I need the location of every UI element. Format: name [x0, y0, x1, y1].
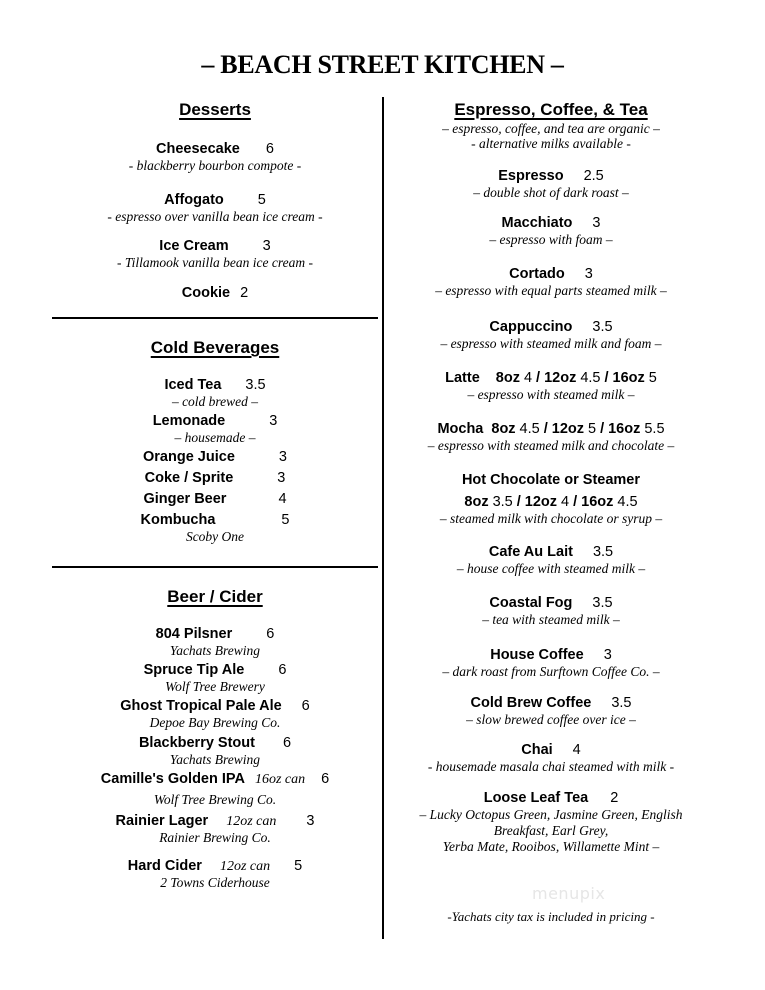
item-name: Rainier Lager	[115, 813, 209, 829]
tea-list-line: Yerba Mate, Rooibos, Willamette Mint –	[442, 839, 660, 854]
item-price: 6	[278, 662, 287, 678]
menu-item-loose-leaf-tea	[392, 789, 710, 855]
item-price: 6	[301, 698, 310, 714]
item-name: Cortado	[509, 266, 565, 282]
item-desc: – tea with steamed milk –	[482, 612, 620, 627]
espresso-heading: Espresso, Coffee, & Tea	[454, 100, 648, 119]
menu-item-spruce-tip-ale	[52, 661, 378, 695]
item-name: Chai	[521, 742, 553, 758]
item-desc: – espresso with equal parts steamed milk –	[435, 283, 667, 298]
menu-item-cortado	[392, 265, 710, 299]
menu-item-lemonade	[52, 412, 378, 446]
menu-item-blackberry-stout	[52, 734, 378, 768]
alt-milk-note: - alternative milks available -	[471, 136, 631, 151]
menu-item-iced-tea	[52, 376, 378, 410]
item-desc: - Tillamook vanilla bean ice cream -	[117, 255, 313, 270]
item-size: 16oz can	[254, 772, 306, 787]
item-name: Coke / Sprite	[144, 470, 234, 486]
item-price: 5	[294, 858, 303, 874]
size-price: 3.5	[492, 494, 513, 510]
item-desc: Scoby One	[185, 529, 245, 544]
item-name: Ginger Beer	[143, 491, 227, 507]
item-desc: Depoe Bay Brewing Co.	[149, 715, 281, 730]
menu-item-cold-brew-coffee	[392, 694, 710, 728]
item-price: 5	[257, 192, 266, 208]
item-desc: – espresso with steamed milk and chocolate –	[427, 438, 675, 453]
menu-item-camilles-golden-ipa	[52, 770, 378, 808]
item-desc: 2 Towns Ciderhouse	[160, 875, 270, 890]
menu-item-ghost-tropical-pale-ale	[52, 697, 378, 731]
menu-item-rainier-lager	[52, 812, 378, 846]
item-name: Affogato	[164, 192, 224, 208]
item-name: Hot Chocolate or Steamer	[461, 472, 641, 488]
menu-item-ginger-beer	[52, 490, 378, 508]
separator: /	[516, 494, 521, 510]
item-name: 804 Pilsner	[155, 626, 233, 642]
item-name: Ice Cream	[159, 238, 229, 254]
size-price: 4.5	[617, 494, 638, 510]
item-desc: – house coffee with steamed milk –	[456, 561, 646, 576]
cold-beverages-heading: Cold Beverages	[150, 338, 280, 357]
item-price: 2	[240, 285, 249, 301]
desserts-heading: Desserts	[179, 100, 251, 119]
section-divider-2	[52, 566, 378, 568]
menu-item-affogato	[52, 191, 378, 225]
item-name: Loose Leaf Tea	[483, 790, 589, 806]
size-price: 5	[588, 421, 597, 437]
item-price: 3	[262, 238, 271, 254]
item-name: Latte	[445, 370, 480, 386]
separator: /	[536, 370, 541, 386]
item-price: 3.5	[592, 319, 613, 335]
item-price: 3	[306, 813, 315, 829]
item-name: Cheesecake	[156, 141, 240, 157]
size-label: 8oz	[464, 494, 489, 510]
item-price: 5	[281, 512, 290, 528]
menu-item-orange-juice	[52, 448, 378, 466]
size-label: 16oz	[608, 421, 641, 437]
menu-item-coastal-fog	[392, 594, 710, 628]
item-desc: – cold brewed –	[171, 394, 259, 409]
item-name: Blackberry Stout	[138, 735, 255, 751]
menu-item-chai	[392, 741, 710, 775]
size-price: 4	[561, 494, 570, 510]
tax-footnote: -Yachats city tax is included in pricing -	[447, 909, 655, 924]
item-desc: – slow brewed coffee over ice –	[466, 712, 636, 727]
item-price: 3.5	[592, 544, 614, 560]
column-divider	[382, 97, 384, 939]
item-desc: Wolf Tree Brewery	[165, 679, 265, 694]
size-price: 4.5	[580, 370, 601, 386]
item-price: 3	[269, 413, 278, 429]
item-desc: - housemade masala chai steamed with milk -	[427, 759, 675, 774]
tea-list-line: Breakfast, Earl Grey,	[493, 823, 609, 838]
menu-item-hard-cider	[52, 857, 378, 891]
item-name: Spruce Tip Ale	[143, 662, 245, 678]
item-price: 3	[603, 647, 612, 663]
item-desc: – double shot of dark roast –	[473, 185, 629, 200]
item-name: Camille's Golden IPA	[100, 771, 245, 787]
item-price: 4	[278, 491, 287, 507]
item-name: Coastal Fog	[489, 595, 573, 611]
item-name: Cafe Au Lait	[488, 544, 573, 560]
size-label: 12oz	[544, 370, 577, 386]
menu-item-macchiato	[392, 214, 710, 248]
size-price: 5	[648, 370, 657, 386]
item-name: House Coffee	[490, 647, 584, 663]
size-label: 16oz	[581, 494, 614, 510]
item-size: 12oz can	[226, 814, 277, 829]
item-name: Ghost Tropical Pale Ale	[120, 698, 282, 714]
beer-cider-heading: Beer / Cider	[167, 587, 263, 606]
item-desc: – steamed milk with chocolate or syrup –	[439, 511, 663, 526]
restaurant-title: – BEACH STREET KITCHEN –	[201, 50, 564, 79]
item-price: 3	[584, 266, 593, 282]
item-desc: – dark roast from Surftown Coffee Co. –	[442, 664, 660, 679]
item-price: 2.5	[583, 168, 604, 184]
item-desc: - blackberry bourbon compote -	[128, 158, 302, 173]
menu-item-espresso	[392, 167, 710, 201]
item-price: 2	[610, 790, 619, 806]
item-name: Mocha	[437, 421, 484, 437]
size-price: 4.5	[519, 421, 540, 437]
item-price: 3	[592, 215, 601, 231]
item-desc: – espresso with steamed milk –	[467, 387, 635, 402]
item-price: 6	[321, 771, 330, 787]
item-price: 6	[282, 735, 292, 751]
menu-item-cheesecake	[52, 140, 378, 174]
separator: /	[600, 421, 605, 437]
item-name: Kombucha	[140, 512, 216, 528]
item-name: Macchiato	[501, 215, 573, 231]
separator: /	[604, 370, 609, 386]
item-size: 12oz can	[219, 859, 271, 874]
item-desc: Yachats Brewing	[169, 752, 261, 767]
item-desc: – espresso with steamed milk and foam –	[440, 336, 662, 351]
item-name: Lemonade	[152, 413, 226, 429]
organic-note: – espresso, coffee, and tea are organic –	[442, 121, 660, 136]
item-desc: Wolf Tree Brewing Co.	[153, 792, 277, 807]
menu-item-mocha	[392, 420, 710, 454]
size-label: 8oz	[491, 421, 516, 437]
size-price: 4	[523, 370, 533, 386]
menu-item-cappuccino	[392, 318, 710, 352]
item-price: 6	[265, 141, 274, 157]
item-name: Cookie	[181, 285, 231, 301]
item-price: 3.5	[611, 695, 632, 711]
size-label: 16oz	[612, 370, 645, 386]
item-name: Orange Juice	[143, 449, 235, 465]
item-price: 3	[278, 449, 287, 465]
item-desc: Yachats Brewing	[169, 643, 261, 658]
item-name: Cold Brew Coffee	[470, 695, 592, 711]
item-desc: Rainier Brewing Co.	[159, 830, 271, 845]
size-price: 5.5	[644, 421, 665, 437]
item-price: 3.5	[245, 377, 266, 393]
item-price: 4	[572, 742, 581, 758]
menu-item-ice-cream	[52, 237, 378, 271]
menu-item-house-coffee	[392, 646, 710, 680]
size-label: 12oz	[524, 494, 558, 510]
menu-item-804-pilsner	[52, 625, 378, 659]
menu-item-kombucha	[52, 511, 378, 545]
item-name: Cappuccino	[489, 319, 573, 335]
menu-item-cookie	[52, 284, 378, 302]
menu-item-latte	[392, 369, 710, 403]
item-price: 3.5	[592, 595, 613, 611]
separator: /	[573, 494, 578, 510]
item-desc: – housemade –	[174, 430, 256, 445]
watermark: menupix	[532, 884, 606, 903]
item-price: 3	[277, 470, 286, 486]
menu-item-hot-chocolate	[392, 471, 710, 527]
separator: /	[543, 421, 548, 437]
item-name: Iced Tea	[164, 377, 222, 393]
menu-item-cafe-au-lait	[392, 543, 710, 577]
item-name: Hard Cider	[127, 858, 202, 874]
item-name: Espresso	[498, 168, 564, 184]
size-label: 8oz	[495, 370, 520, 386]
size-label: 12oz	[551, 421, 584, 437]
menu-item-coke-sprite	[52, 469, 378, 487]
item-desc: - espresso over vanilla bean ice cream -	[107, 209, 323, 224]
tea-list-line: – Lucky Octopus Green, Jasmine Green, English	[419, 807, 683, 822]
item-price: 6	[266, 626, 275, 642]
item-desc: – espresso with foam –	[489, 232, 613, 247]
section-divider-1	[52, 317, 378, 319]
